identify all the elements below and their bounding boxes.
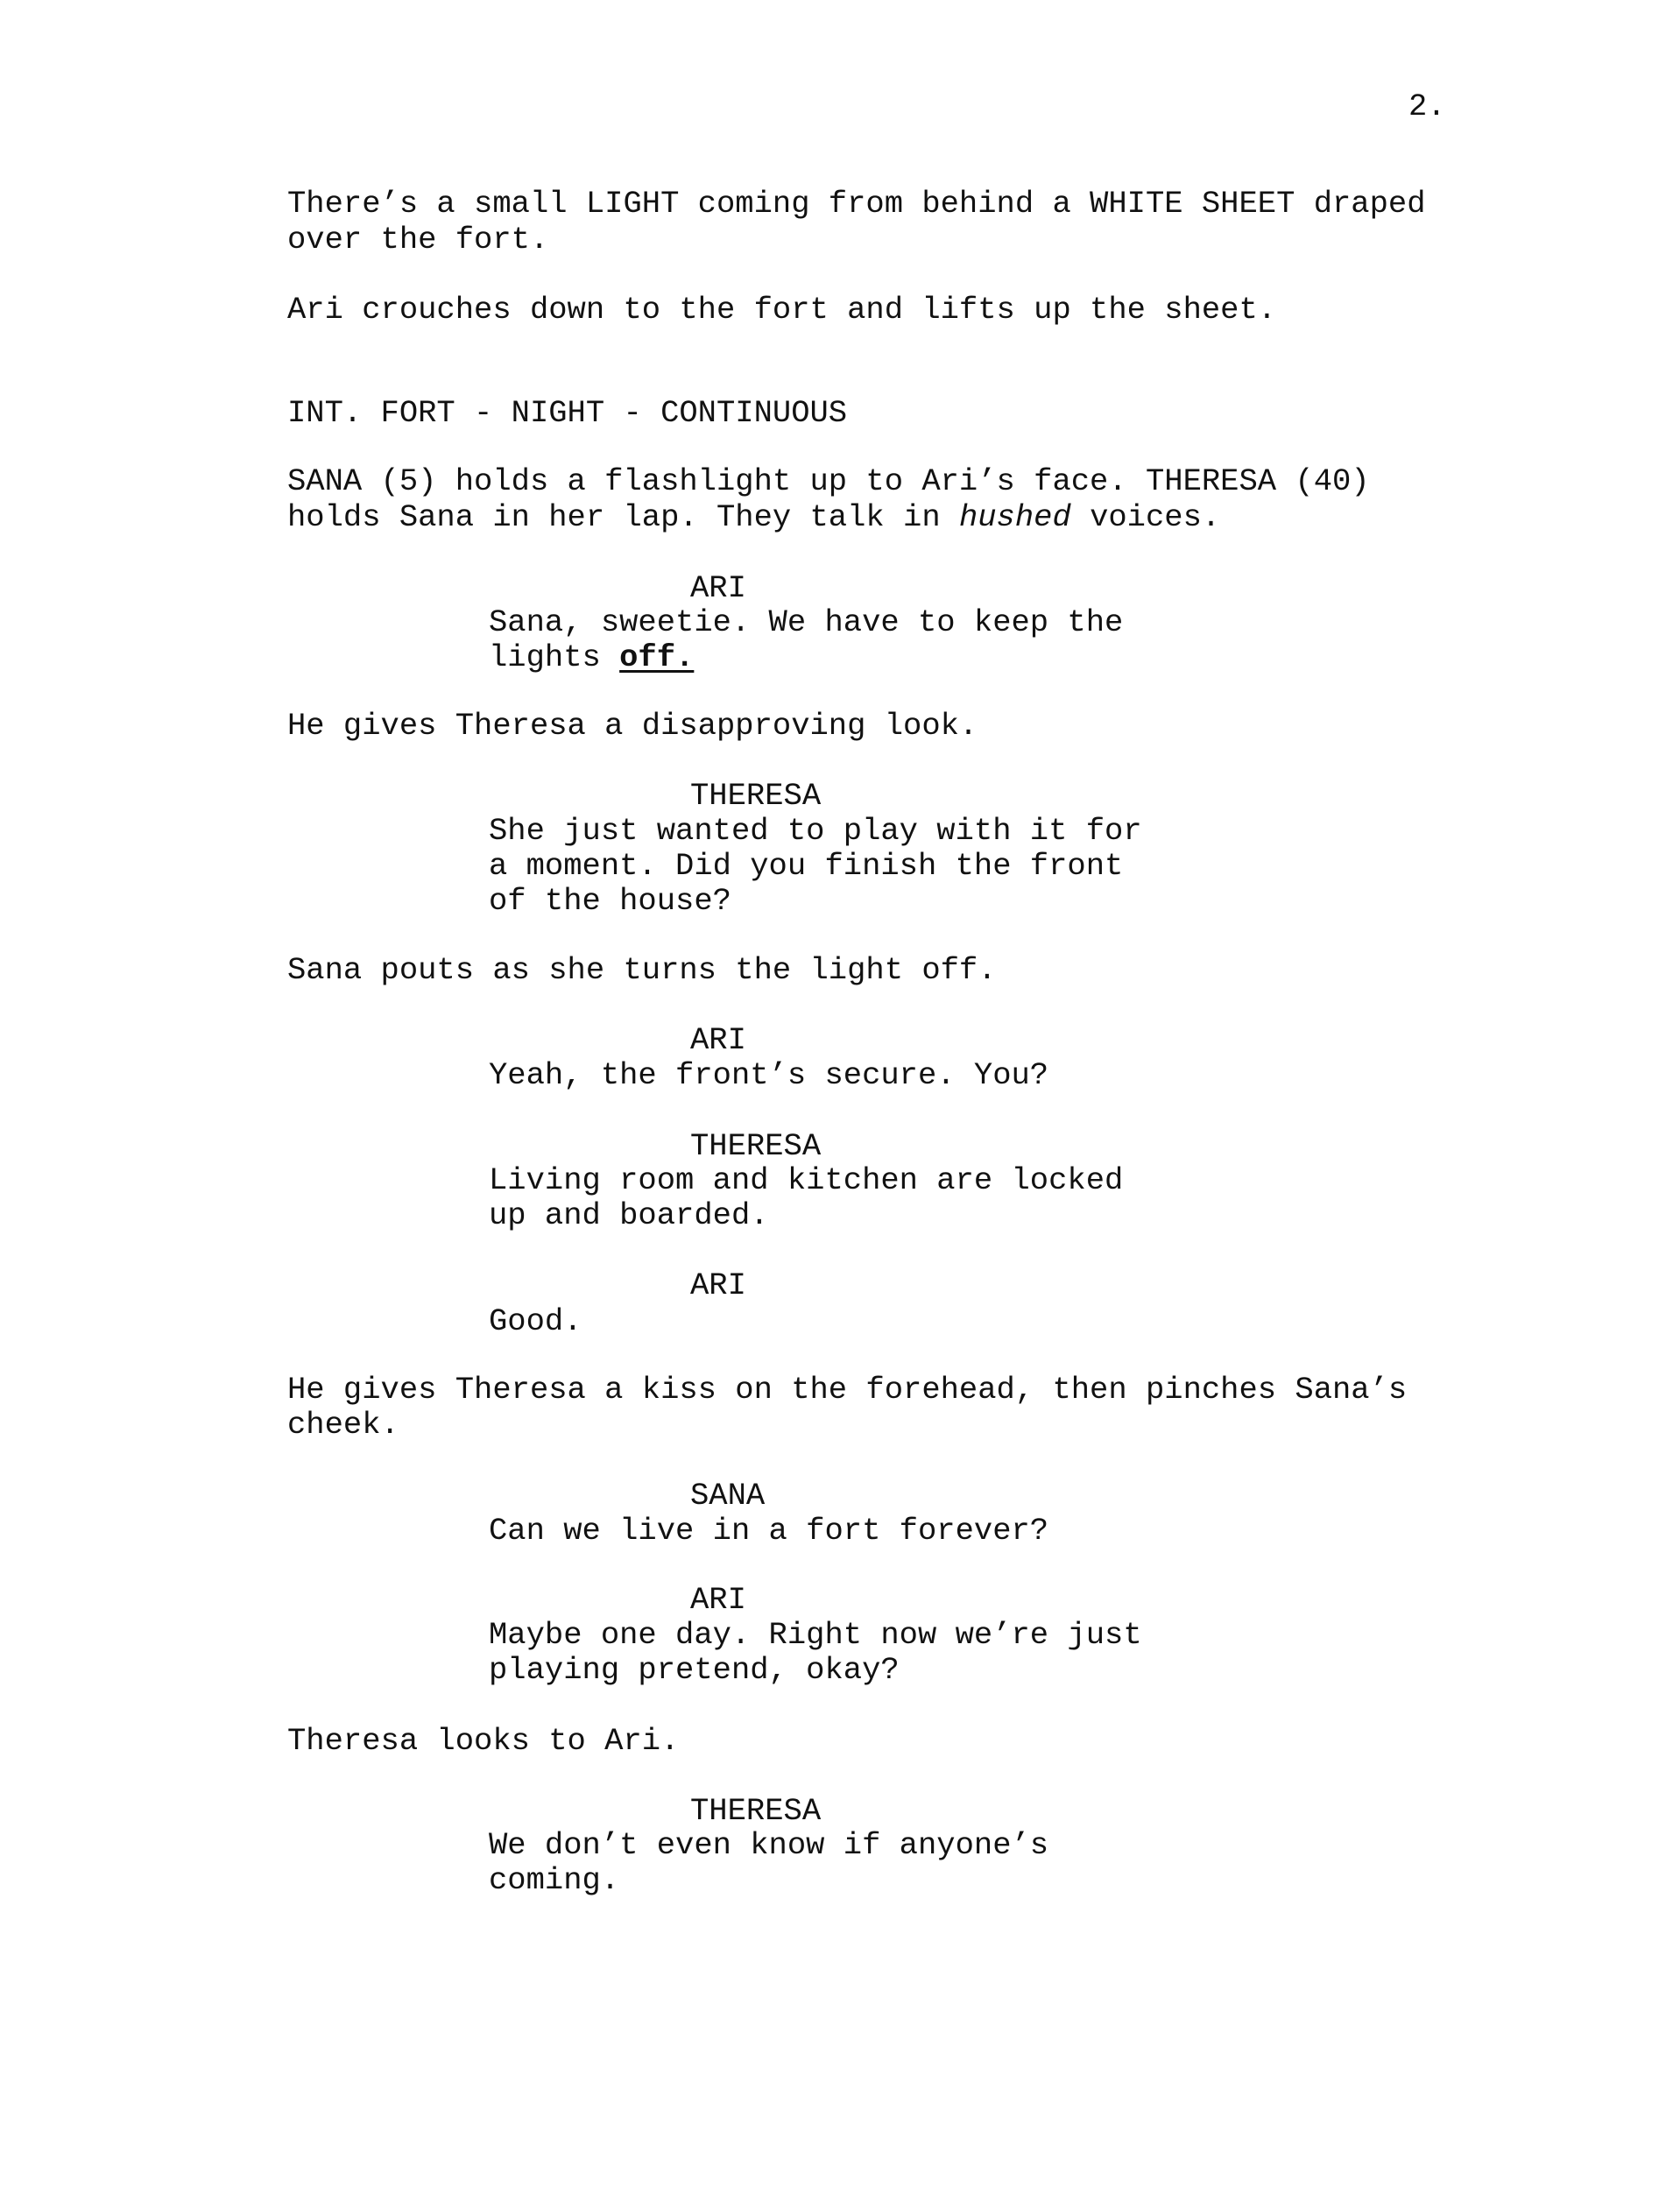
dialogue-line: Maybe one day. Right now we’re just <box>489 1617 1142 1653</box>
dialogue-line: Living room and kitchen are locked <box>489 1162 1124 1198</box>
action-text: voices. <box>1070 499 1221 535</box>
dialogue-line: Yeah, the front’s secure. You? <box>489 1057 1049 1093</box>
dialogue-line <box>489 640 694 675</box>
action-line: SANA (5) holds a flashlight up to Ari’s face. THERESA (40) <box>287 463 1370 499</box>
action-line: cheek. <box>287 1407 399 1443</box>
italic-emphasis: hushed <box>958 499 1071 535</box>
character-name: ARI <box>690 1022 746 1058</box>
dialogue-line: coming. <box>489 1862 620 1898</box>
dialogue-line: up and boarded. <box>489 1197 769 1233</box>
page-number: 2. <box>1408 88 1446 124</box>
dialogue-line: She just wanted to play with it for <box>489 813 1142 849</box>
character-name: THERESA <box>690 1793 822 1829</box>
action-line: Theresa looks to Ari. <box>287 1723 680 1759</box>
character-name: SANA <box>690 1478 766 1514</box>
character-name: ARI <box>690 1267 746 1303</box>
action-line: over the fort. <box>287 222 549 258</box>
action-line: There’s a small LIGHT coming from behind a WHITE SHEET draped <box>287 186 1426 222</box>
dialogue-line: Good. <box>489 1303 582 1339</box>
character-name: THERESA <box>690 1128 822 1164</box>
dialogue-line: of the house? <box>489 883 731 919</box>
action-line <box>287 500 1220 535</box>
action-line: He gives Theresa a kiss on the forehead, then pinches Sana’s <box>287 1372 1408 1408</box>
action-line: Ari crouches down to the fort and lifts up the sheet. <box>287 292 1277 328</box>
bold-underline-emphasis: off. <box>619 639 695 675</box>
character-name: ARI <box>690 1582 746 1618</box>
dialogue-line: a moment. Did you finish the front <box>489 848 1124 884</box>
character-name: ARI <box>690 570 746 606</box>
action-line: Sana pouts as she turns the light off. <box>287 952 997 988</box>
action-text: holds Sana in her lap. They talk in <box>287 499 959 535</box>
dialogue-text: lights <box>489 639 620 675</box>
dialogue-line: We don’t even know if anyone’s <box>489 1827 1049 1863</box>
dialogue-line: playing pretend, okay? <box>489 1652 900 1688</box>
scene-heading: INT. FORT - NIGHT - CONTINUOUS <box>287 395 848 431</box>
dialogue-line: Can we live in a fort forever? <box>489 1513 1049 1549</box>
dialogue-line: Sana, sweetie. We have to keep the <box>489 604 1124 640</box>
character-name: THERESA <box>690 778 822 814</box>
action-line: He gives Theresa a disapproving look. <box>287 708 978 744</box>
